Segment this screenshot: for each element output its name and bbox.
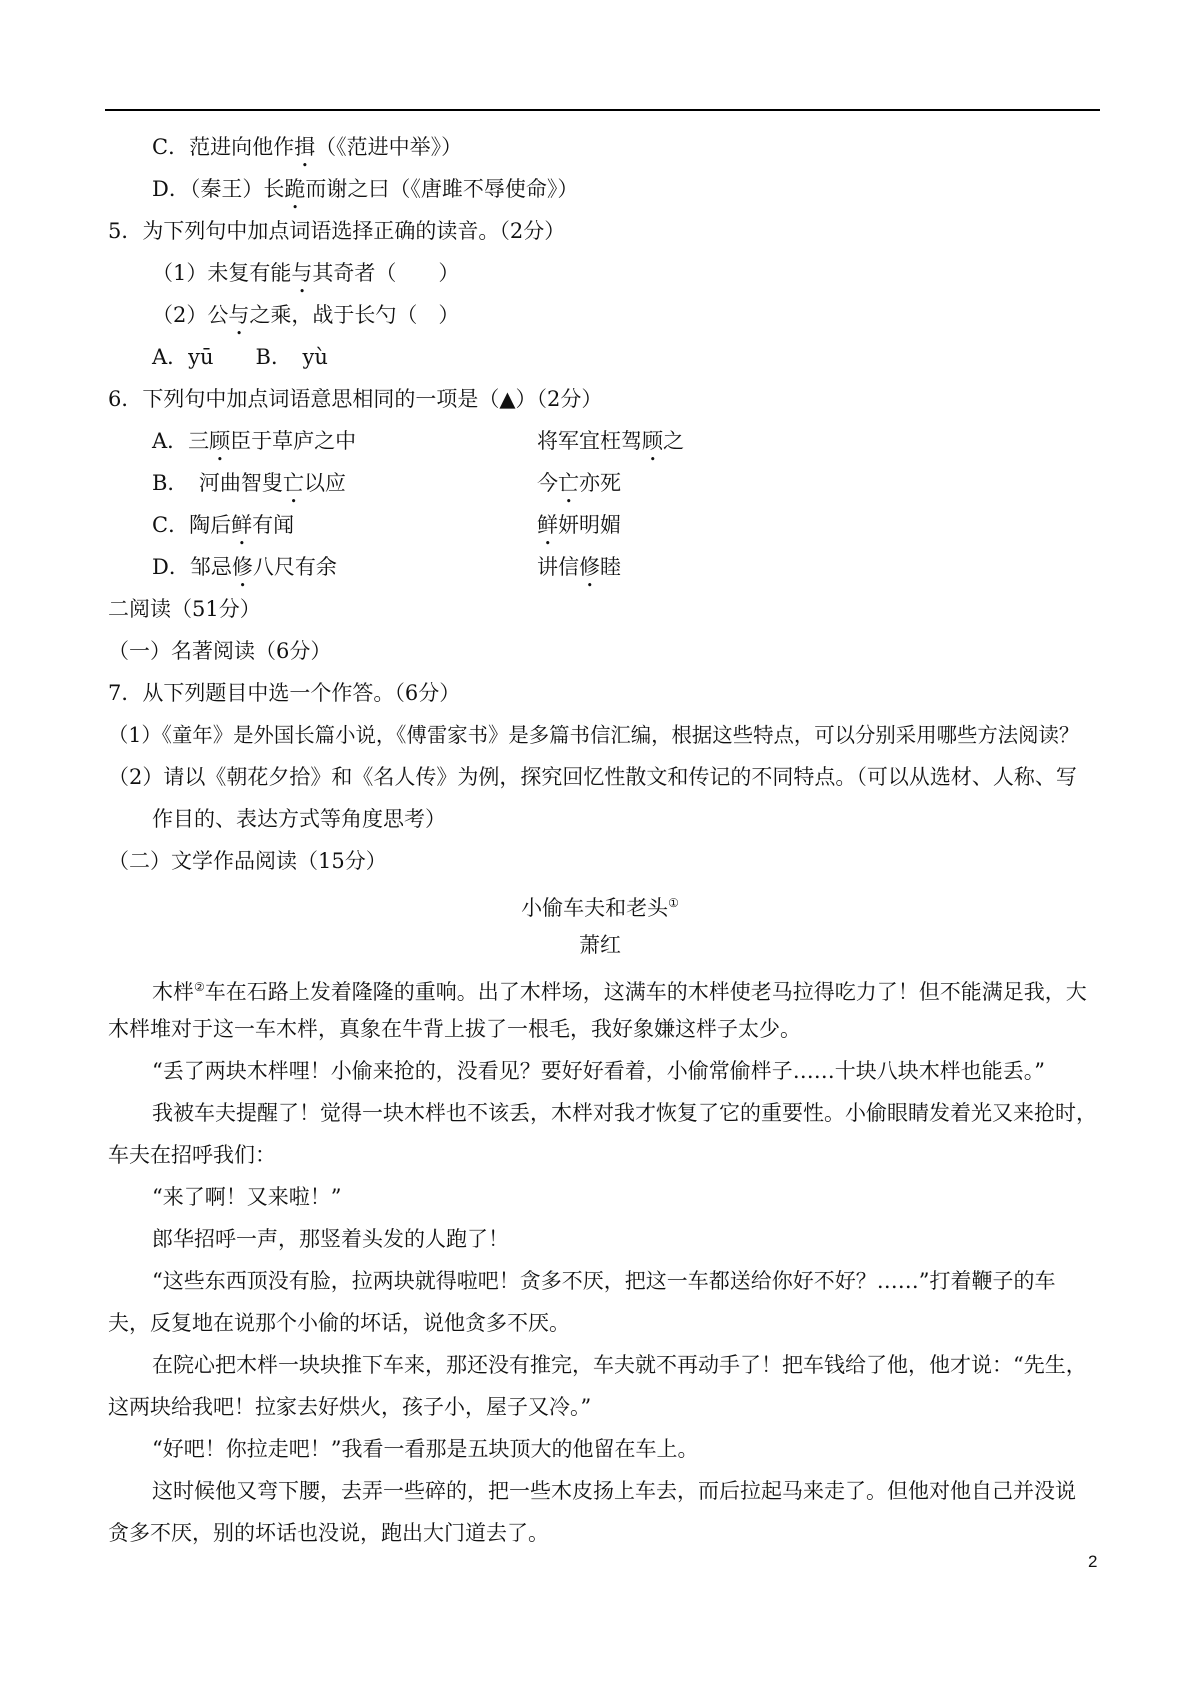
q5-options: A．yū B． yù (152, 345, 328, 369)
story-p1-post: 车在石路上发着隆隆的重响。出了木柈场，这满车的木柈使老马拉得吃力了！但不能满足我，大 (204, 980, 1087, 1004)
q7-option-2-line-2: 作目的、表达方式等角度思考） (152, 807, 446, 831)
header-rule (105, 109, 1100, 111)
q6-a-left-dotted: 顾 (209, 429, 231, 453)
q4-d-text: D．（秦王）长 (152, 177, 285, 201)
q4-option-d (152, 175, 578, 214)
story-title-text: 小偷车夫和老头 (521, 896, 669, 920)
q6-d-right-pre: 讲信 (537, 555, 579, 579)
q6-row-c-right (537, 511, 621, 550)
section-2-heading: 二阅读（51分） (108, 597, 261, 621)
q6-d-left-dotted: 修 (231, 555, 253, 579)
story-paragraph-2: “丢了两块木柈哩！小偷来抢的，没看见？要好好看着，小偷常偷柈子……十块八块木柈也能丢。” (152, 1059, 1045, 1083)
q6-a-right-dotted: 顾 (642, 429, 663, 453)
story-p1-footnote-mark: ② (194, 980, 205, 994)
story-title-footnote-mark: ① (668, 896, 679, 910)
q6-row-c-left (152, 511, 294, 550)
story-paragraph-6-line-2: 夫，反复地在说那个小偷的坏话，说他贪多不厌。 (108, 1311, 570, 1335)
q5-i1-dotted: 与 (291, 261, 313, 285)
q6-b-left-pre: B． 河曲智叟 (152, 471, 283, 495)
q4-c-text: C．范进向他作 (152, 135, 295, 159)
page-number: 2 (1088, 1552, 1098, 1571)
q7-option-1: （1）《童年》是外国长篇小说，《傅雷家书》是多篇书信汇编，根据这些特点，可以分别采用哪些方法阅读？ (108, 723, 1080, 747)
q4-c-dotted: 揖 (294, 135, 316, 159)
story-paragraph-5: 郎华招呼一声，那竖着头发的人跑了！ (152, 1227, 509, 1251)
q6-a-left-pre: A．三 (152, 429, 210, 453)
q6-row-a-left (152, 427, 356, 466)
q6-b-left-post: 以应 (303, 471, 346, 495)
story-paragraph-8: “好吧！你拉走吧！”我看一看那是五块顶大的他留在车上。 (152, 1437, 699, 1461)
subsection-2-heading: （二）文学作品阅读（15分） (108, 849, 387, 873)
q4-d-dotted: 跪 (284, 177, 306, 201)
story-paragraph-1-line-1 (152, 973, 1087, 1006)
q6-c-right-dotted: 鲜 (537, 513, 558, 537)
story-author: 萧红 (579, 933, 621, 957)
story-paragraph-7-line-2: 这两块给我吧！拉家去好烘火，孩子小，屋子又冷。” (108, 1395, 592, 1419)
q5-i1-blank: 其奇者（ ） (312, 261, 460, 285)
q6-c-left-pre: C．陶后 (152, 513, 232, 537)
q5-item-1 (152, 259, 459, 298)
q7-option-2-line-1: （2）请以《朝花夕拾》和《名人传》为例，探究回忆性散文和传记的不同特点。（可以从选材、人称、写 (108, 765, 1077, 789)
q6-b-left-dotted: 亡 (282, 471, 304, 495)
q6-stem: 6．下列句中加点词语意思相同的一项是（▲）（2分） (108, 387, 603, 411)
q7-stem: 7．从下列题目中选一个作答。（6分） (108, 681, 461, 705)
q6-d-right-dotted: 修 (579, 555, 600, 579)
story-paragraph-3-line-1: 我被车夫提醒了！觉得一块木柈也不该丢，木柈对我才恢复了它的重要性。小偷眼睛发着光又来抢时， (152, 1101, 1097, 1125)
story-paragraph-7-line-1: 在院心把木柈一块块推下车来，那还没有推完，车夫就不再动手了！把车钱给了他，他才说：“先生， (152, 1353, 1087, 1377)
q6-row-d-right (537, 553, 621, 592)
q6-b-right-pre: 今 (537, 471, 558, 495)
q6-c-left-post: 有闻 (252, 513, 295, 537)
story-p1-pre: 木柈 (152, 980, 194, 1004)
story-paragraph-3-line-2: 车夫在招呼我们： (108, 1143, 276, 1167)
q6-row-b-left (152, 469, 346, 508)
subsection-1-heading: （一）名著阅读（6分） (108, 639, 332, 663)
q6-d-left-pre: D．邹忌 (152, 555, 232, 579)
q5-i2-dotted: 与 (228, 303, 250, 327)
q6-c-right-post: 妍明媚 (558, 513, 621, 537)
q6-a-right-post: 之 (663, 429, 684, 453)
q6-b-right-post: 亦死 (579, 471, 621, 495)
q6-row-a-right (537, 427, 684, 466)
story-paragraph-6-line-1: “这些东西顶没有脸，拉两块就得啦吧！贪多不厌，把这一车都送给你好不好？……”打着鞭子的车 (152, 1269, 1056, 1293)
story-paragraph-4: “来了啊！又来啦！” (152, 1185, 342, 1209)
q5-i2-blank: 之乘，战于长勺（ ） (249, 303, 460, 327)
q6-row-d-left (152, 553, 337, 592)
story-paragraph-1-line-2: 木柈堆对于这一车木柈，真象在牛背上拔了一根毛，我好象嫌这柈子太少。 (108, 1017, 801, 1041)
q4-c-source: （《范进中举》） (315, 135, 463, 159)
q5-i2-text: （2）公 (152, 303, 229, 327)
q6-c-left-dotted: 鲜 (231, 513, 253, 537)
q5-stem: 5．为下列句中加点词语选择正确的读音。（2分） (108, 219, 566, 243)
story-paragraph-9-line-1: 这时候他又弯下腰，去弄一些碎的，把一些木皮扬上车去，而后拉起马来走了。但他对他自己并没说 (152, 1479, 1076, 1503)
q5-i1-text: （1）未复有能 (152, 261, 292, 285)
story-paragraph-9-line-2: 贪多不厌，别的坏话也没说，跑出大门道去了。 (108, 1521, 549, 1545)
story-title (0, 889, 1200, 922)
q6-d-right-post: 睦 (600, 555, 621, 579)
q6-d-left-post: 八尺有余 (252, 555, 337, 579)
q6-b-right-dotted: 亡 (558, 471, 579, 495)
q6-row-b-right (537, 469, 621, 508)
q6-a-left-post: 臣于草庐之中 (230, 429, 357, 453)
q5-item-2 (152, 301, 459, 340)
q4-option-c (152, 133, 462, 172)
q6-a-right-pre: 将军宜枉驾 (537, 429, 642, 453)
q4-d-source: 而谢之曰（《唐雎不辱使命》） (305, 177, 579, 201)
